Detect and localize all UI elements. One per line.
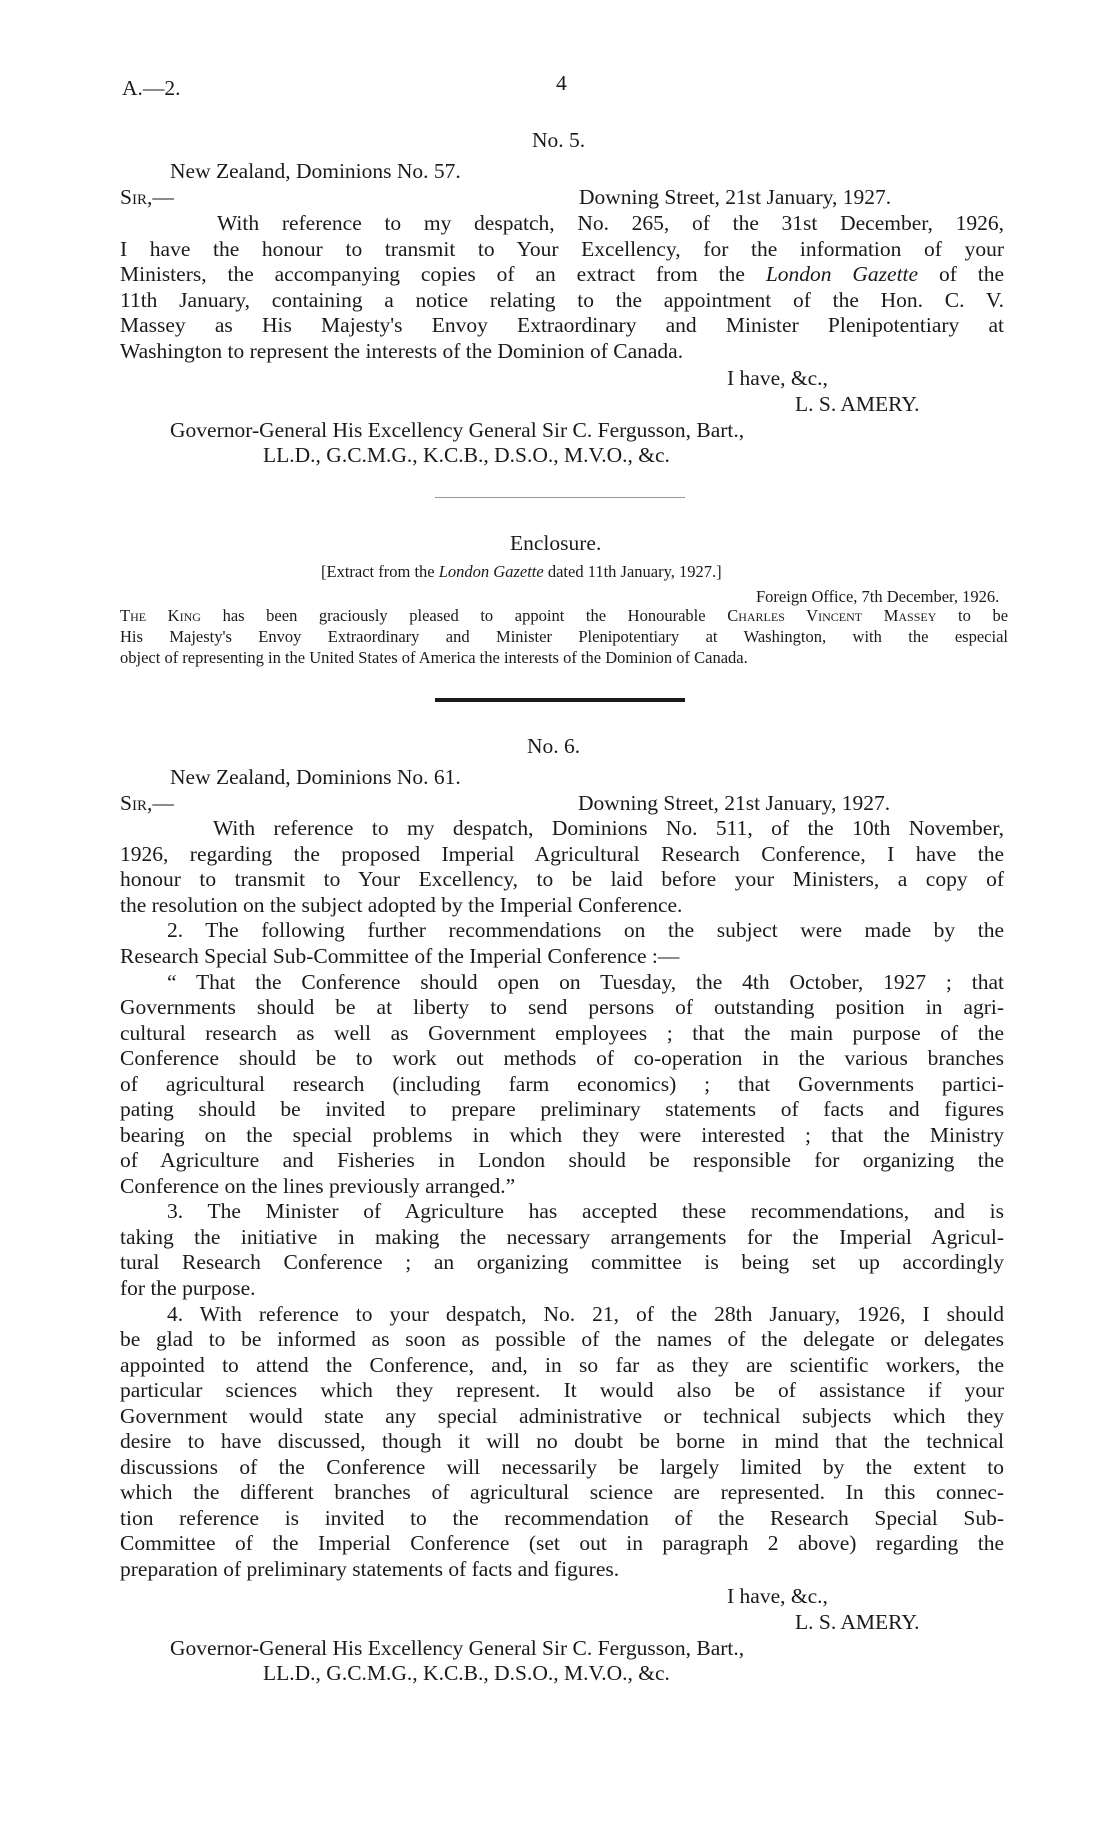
no6-line: “ That the Conference should open on Tuesday, the 4th October, 1927 ; that: [167, 970, 1004, 994]
no6-line: Conference should be to work out methods of co-operation in the various branches: [120, 1046, 1004, 1070]
no6-line: Research Special Sub-Committee of the Imperial Conference :—: [120, 944, 680, 968]
no6-line: 3. The Minister of Agriculture has accepted these recommendations, and is: [167, 1199, 1004, 1223]
no6-line: bearing on the special problems in which they were interested ; that the Ministry: [120, 1123, 1004, 1147]
no5-line: Washington to represent the interests of the Dominion of Canada.: [120, 339, 684, 363]
no5-line: Massey as His Majesty's Envoy Extraordinary and Minister Plenipotentiary at: [120, 313, 1004, 337]
no6-addressee-line2: LL.D., G.C.M.G., K.C.B., D.S.O., M.V.O., &c.: [263, 1661, 670, 1685]
document-reference: A.—2.: [122, 76, 181, 100]
no6-closing: I have, &c.,: [727, 1584, 828, 1608]
no5-addressee-line1: Governor-General His Excellency General Sir C. Fergusson, Bart.,: [170, 418, 745, 442]
no6-address-date: Downing Street, 21st January, 1927.: [578, 791, 891, 815]
enclosure-heading: Enclosure.: [510, 531, 602, 555]
no6-line: appointed to attend the Conference, and, in so far as they are scientific workers, the: [120, 1353, 1004, 1377]
no6-signature: L. S. AMERY.: [795, 1610, 920, 1634]
no6-line: With reference to my despatch, Dominions No. 511, of the 10th November,: [213, 816, 1004, 840]
no5-address-date: Downing Street, 21st January, 1927.: [579, 185, 892, 209]
gazette-title: London Gazette: [765, 262, 919, 286]
no6-line: preparation of preliminary statements of facts and figures.: [120, 1557, 620, 1581]
no6-line: 1926, regarding the proposed Imperial Agricultural Research Conference, I have the: [120, 842, 1004, 866]
no6-line: which the different branches of agricultural science are represented. In this connec-: [120, 1480, 1004, 1504]
separator-rule-thick: [435, 698, 685, 702]
no5-heading: No. 5.: [532, 128, 586, 152]
no6-dominion-ref: New Zealand, Dominions No. 61.: [170, 765, 461, 789]
page-number: 4: [556, 71, 567, 95]
enclosure-line: [120, 606, 1008, 627]
no6-line: 4. With reference to your despatch, No. 21, of the 28th January, 1926, I should: [167, 1302, 1004, 1326]
enclosure-text: [Extract from the: [321, 562, 435, 581]
no6-line: 2. The following further recommendations on the subject were made by the: [167, 918, 1004, 942]
no5-signature: L. S. AMERY.: [795, 392, 920, 416]
no6-salutation: Sir,—: [120, 791, 174, 815]
enclosure-extract-note: [321, 561, 722, 582]
enclosure-line: object of representing in the United States of America the interests of the Dominion of Canada.: [120, 648, 748, 667]
no5-salutation: Sir,—: [120, 185, 174, 209]
no6-addressee-line1: Governor-General His Excellency General Sir C. Fergusson, Bart.,: [170, 1636, 745, 1660]
no5-addressee-line2: LL.D., G.C.M.G., K.C.B., D.S.O., M.V.O., &c.: [263, 443, 670, 467]
no6-line: tural Research Conference ; an organizing committee is being set up accordingly: [120, 1250, 1004, 1274]
enclosure-text: has been graciously pleased to appoint the Honourable: [222, 606, 706, 625]
no6-line: the resolution on the subject adopted by the Imperial Conference.: [120, 893, 683, 917]
no5-dominion-ref: New Zealand, Dominions No. 57.: [170, 159, 461, 183]
no6-line: Governments should be at liberty to send persons of outstanding position in agri-: [120, 995, 1004, 1019]
no5-text: of the: [938, 262, 1005, 286]
no6-line: of agricultural research (including farm economics) ; that Governments partici-: [120, 1072, 1004, 1096]
separator-rule: [435, 497, 685, 498]
enclosure-text: dated 11th January, 1927.]: [547, 562, 722, 581]
no5-line: [120, 262, 1004, 287]
no6-line: be glad to be informed as soon as possible of the names of the delegate or delegates: [120, 1327, 1004, 1351]
no6-line: tion reference is invited to the recommendation of the Research Special Sub-: [120, 1506, 1004, 1530]
no6-line: taking the initiative in making the necessary arrangements for the Imperial Agricul-: [120, 1225, 1004, 1249]
enclosure-office-date: Foreign Office, 7th December, 1926.: [756, 587, 1000, 606]
no6-line: for the purpose.: [120, 1276, 256, 1300]
no6-line: Conference on the lines previously arranged.”: [120, 1174, 516, 1198]
no6-line: honour to transmit to Your Excellency, to be laid before your Ministers, a copy of: [120, 867, 1004, 891]
no6-line: Committee of the Imperial Conference (set out in paragraph 2 above) regarding the: [120, 1531, 1004, 1555]
no5-line: 11th January, containing a notice relating to the appointment of the Hon. C. V.: [120, 288, 1004, 312]
enclosure-name: Charles Vincent Massey: [727, 606, 937, 625]
no6-line: particular sciences which they represent. It would also be of assistance if your: [120, 1378, 1004, 1402]
no5-text: Ministers, the accompanying copies of an extract from the: [120, 262, 745, 286]
no5-closing: I have, &c.,: [727, 366, 828, 390]
no5-line: I have the honour to transmit to Your Excellency, for the information of your: [120, 237, 1004, 261]
no6-line: pating should be invited to prepare preliminary statements of facts and figures: [120, 1097, 1004, 1121]
no6-line: of Agriculture and Fisheries in London should be responsible for organizing the: [120, 1148, 1004, 1172]
no6-line: Government would state any special administrative or technical subjects which they: [120, 1404, 1004, 1428]
no6-line: discussions of the Conference will necessarily be largely limited by the extent to: [120, 1455, 1004, 1479]
enclosure-line: His Majesty's Envoy Extraordinary and Minister Plenipotentiary at Washington, with the especial: [120, 627, 1008, 646]
no6-line: desire to have discussed, though it will no doubt be borne in mind that the technical: [120, 1429, 1004, 1453]
gazette-title: London Gazette: [438, 562, 544, 581]
no6-line: cultural research as well as Government employees ; that the main purpose of the: [120, 1021, 1004, 1045]
no5-line: With reference to my despatch, No. 265, of the 31st December, 1926,: [217, 211, 1004, 235]
enclosure-text: The King: [120, 606, 201, 625]
no6-heading: No. 6.: [527, 734, 581, 758]
enclosure-text: to be: [958, 606, 1009, 625]
